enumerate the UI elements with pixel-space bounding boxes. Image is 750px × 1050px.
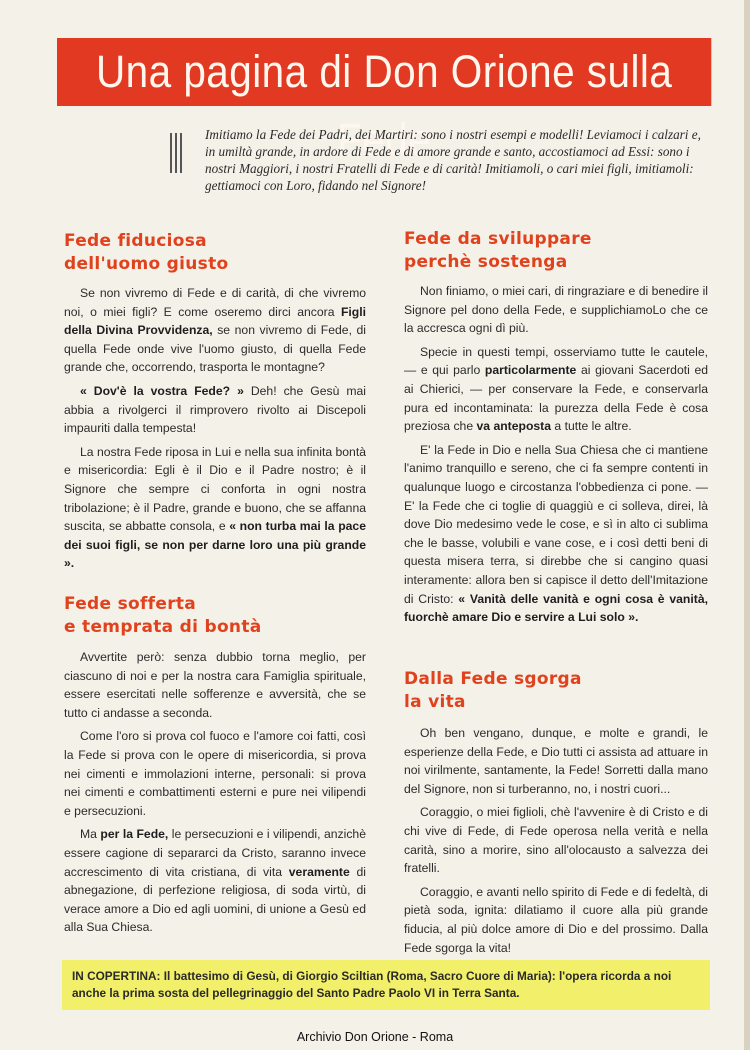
- page-edge: [744, 0, 750, 1050]
- paragraph: Coraggio, o miei figlioli, chè l'avvenire è di Cristo e di chi vive di Fede, di Fede operosa nella verità e nella carità, sino a morire, sino all'olocausto a salvezza dei fratelli.: [404, 805, 708, 876]
- section-body-fede-da-sviluppare: [404, 282, 708, 632]
- heading-line: la vita: [404, 692, 466, 712]
- section-body-fede-fiduciosa: [64, 284, 366, 578]
- text: Se non vivremo di Fede e di carità, di che vivremo noi, o miei figli? E come oseremo dirci ancora: [64, 286, 366, 319]
- text: E' la Fede in Dio e nella Sua Chiesa che ci mantiene l'animo tranquillo e sereno, che ci fa sempre contenti in qualunque luogo e circostanza l'obbedienza ci pone. — E' la Fede che ci toglie di quaggiù e ci solleva, direi, là dove Dio medesimo vede le cose, e sì in alto ci sublima che le basse, volubili e vane cose, e i così detti beni di questa misera terra, si direbbe che si cangino quasi interamente: allora ben si capisce il detto dell'Imitazione di Cristo:: [404, 442, 708, 606]
- section-heading-fede-fiduciosa: [64, 230, 228, 276]
- section-body-fede-sofferta: [64, 648, 366, 942]
- bold-text: « non turba mai la pace dei suoi figli, se non per darne loro una più grande ».: [64, 519, 366, 571]
- bold-text: « Vanità delle vanità e ogni cosa è vanità, fuorchè amare Dio e servire a Lui solo ».: [404, 591, 708, 625]
- archive-footer: Archivio Don Orione - Roma: [296, 1030, 454, 1044]
- paragraph: [64, 443, 366, 573]
- section-heading-fede-sofferta: [64, 593, 262, 639]
- paragraph: [404, 343, 708, 436]
- text: Ma: [80, 827, 101, 842]
- paragraph: [404, 441, 708, 627]
- bold-text: Figli della Divina Provvidenza,: [64, 304, 366, 338]
- heading-line: Dalla Fede sgorga: [404, 669, 582, 689]
- paragraph: [64, 825, 366, 937]
- paragraph: Oh ben vengano, dunque, e molte e grandi, le esperienze della Fede, e Dio tutti ci assista ad attuare in noi virilmente, santamente, la Fede! Sorretti dalla mano del Signore, non si turberanno, no, i nostri cuori...: [404, 726, 708, 796]
- text: Deh! che Gesù mai abbia a rivolgerci il rimprovero rivolto ai Discepoli impauriti dalla tempesta!: [64, 383, 366, 436]
- paragraph: Come l'oro si prova col fuoco e l'amore coi fatti, così la Fede si prova con le opere di misericordia, si prova nei cimenti e immolazioni interne, personali: si prova nei cimenti e combattimenti esterni e pure nei vilipendi e persecuzioni.: [64, 729, 366, 818]
- section-heading-fede-da-sviluppare: [404, 228, 592, 274]
- paragraph: [64, 382, 366, 438]
- quote-bars-ornament: [170, 133, 184, 173]
- text: di abnegazione, di perfezione religiosa, di soda virtù, di verace amore a Dio ed agli uomini, di unione a Gesù ed alla Sua Chiesa.: [64, 864, 367, 935]
- bold-text: va anteposta: [476, 419, 552, 434]
- page-title: Una pagina di Don Orione sulla Fede: [57, 38, 711, 106]
- bold-text: « Dov'è la vostra Fede? »: [80, 383, 244, 398]
- text: se non vivremo di Fede, di quella Fede onde vive l'uomo giusto, di quella Fede grande che, occorrendo, trasporta le montagne?: [64, 323, 366, 375]
- cover-caption: IN COPERTINA: Il battesimo di Gesù, di Giorgio Sciltian (Roma, Sacro Cuore di Maria): l'opera ricorda a noi anche la prima sosta del pellegrinaggio del Santo Padre Paolo VI in Terra Santa.: [62, 960, 710, 1010]
- heading-line: dell'uomo giusto: [64, 254, 229, 274]
- intro-quote: Imitiamo la Fede dei Padri, dei Martiri: sono i nostri esempi e modelli! Leviamoci i calzari e, in umiltà grande, in ardore di Fede e di amore grande e santo, accostiamoci ad Essi: sono i nostri Maggiori, i nostri Fratelli di Fede e di carità! Imitiamoli, o cari miei figli, imitiamoli: gettiamoci con Loro, fidando nel Signore!: [205, 127, 701, 193]
- heading-line: Fede sofferta: [64, 594, 197, 614]
- text: a tutte le altre.: [551, 419, 632, 434]
- heading-line: Fede fiduciosa: [64, 231, 207, 251]
- bold-text: veramente: [288, 864, 350, 879]
- text: Specie in questi tempi, osserviamo tutte le cautele, — e qui parlo: [404, 344, 708, 378]
- heading-line: e temprata di bontà: [64, 617, 262, 637]
- bold-text: particolarmente: [484, 363, 577, 378]
- paragraph: [64, 284, 366, 377]
- paragraph: Non finiamo, o miei cari, di ringraziare e di benedire il Signore pel dono della Fede, e supplichiamoLo che ce la accresca ogni dì più.: [404, 284, 708, 336]
- text: le persecuzioni e i vilipendi, anzichè essere cagione di separarci da Cristo, saranno invece accrescimento di vita cristiana, di vita: [64, 827, 366, 879]
- heading-line: perchè sostenga: [404, 252, 568, 272]
- heading-line: Fede da sviluppare: [404, 229, 592, 249]
- paragraph: Avvertite però: senza dubbio torna meglio, per ciascuno di noi e per la nostra cara Famiglia spirituale, essere esercitati nelle sofferenze e avversità, che se tutto ci andasse a seconda.: [64, 650, 366, 720]
- text: ai giovani Sacerdoti ed ai Chierici, — per conservare la Fede, e conservarla pura ed incontaminata: la purezza della Fede è cosa preziosa che: [404, 363, 708, 434]
- paragraph: Coraggio, e avanti nello spirito di Fede e di fedeltà, di pietà soda, ignita: dilatiamo il cuore alla più grande fiducia, al più dolce amore di Dio e del prossimo. Dalla Fede sgorga la vita!: [404, 884, 708, 955]
- section-body-dalla-fede-sgorga: [404, 724, 708, 962]
- section-heading-dalla-fede-sgorga: [404, 668, 582, 714]
- text: La nostra Fede riposa in Lui e nella sua infinita bontà e misericordia: Egli è il Dio e il Padre nostro; è il Signore che sempre ci conforta in ogni nostra tribolazione; è il Padre, grande e buono, che se affanna suscita, se abbatte consola, e: [64, 444, 366, 534]
- bold-text: per la Fede,: [100, 827, 169, 842]
